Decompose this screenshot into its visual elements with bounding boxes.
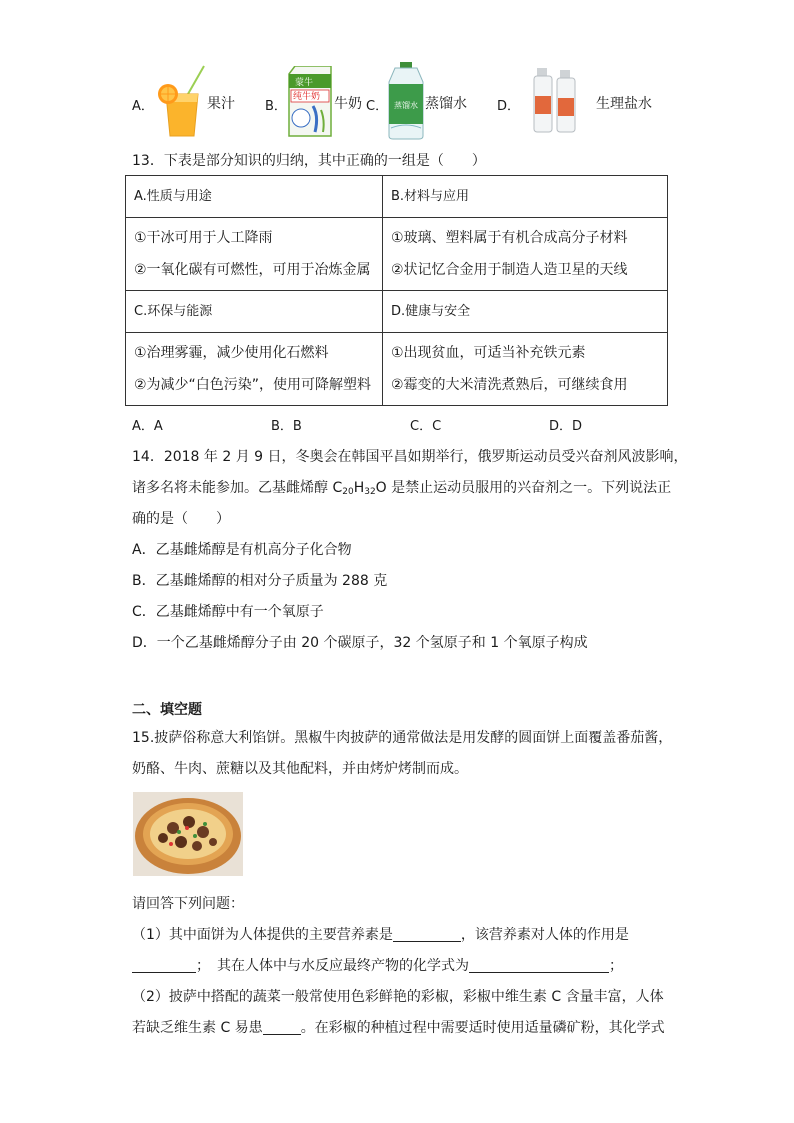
- formula-sub-c: 20: [342, 487, 354, 497]
- blank-formula[interactable]: [469, 958, 609, 973]
- part2-line2: [132, 1017, 665, 1037]
- formula-h: H: [353, 480, 365, 496]
- option-b-letter: B．: [265, 99, 287, 114]
- milk-brand-text: 蒙牛: [295, 78, 314, 88]
- q14-stem-line3: 确的是（ ）: [132, 511, 230, 527]
- option-a-label: 果汁: [207, 96, 235, 112]
- cell-a-line2: ②一氧化碳有可燃性，可用于冶炼金属: [134, 262, 371, 278]
- cell-b-head: B.材料与应用: [383, 176, 668, 218]
- part1-line1: [132, 924, 629, 944]
- option-a-letter: A．: [132, 99, 154, 114]
- q14-option-a: A．乙基雌烯醇是有机高分子化合物: [132, 542, 352, 558]
- option-d-letter: D．: [497, 99, 521, 114]
- q14-option-d: D．一个乙基雌烯醇分子由 20 个碳原子，32 个氢原子和 1 个氧原子构成: [132, 635, 588, 651]
- blank-disease[interactable]: [263, 1020, 301, 1035]
- q13-answer-c: C．C: [410, 419, 442, 434]
- cell-b-line1: ①玻璃、塑料属于有机合成高分子材料: [391, 230, 628, 246]
- cell-b-body: [383, 218, 668, 291]
- cell-c-line1: ①治理雾霾，减少使用化石燃料: [134, 345, 329, 361]
- part1-text-b: ，该营养素对人体的作用是: [460, 927, 629, 943]
- part1-text-c: ； 其在人体中与水反应最终产物的化学式为: [196, 958, 469, 974]
- q14-option-b: B．乙基雌烯醇的相对分子质量为 288 克: [132, 573, 388, 589]
- q14-stem-line2-pre: 诸多名将未能参加。乙基雌烯醇 C: [132, 480, 343, 496]
- pizza-photo-icon: [133, 792, 243, 876]
- cell-d-body: [383, 333, 668, 406]
- option-b-label: 牛奶: [334, 96, 362, 112]
- q14-stem-line2: [132, 477, 671, 497]
- q13-answer-a: A．A: [132, 419, 163, 434]
- cell-a-head: A.性质与用途: [126, 176, 383, 218]
- option-c-label: 蒸馏水: [425, 96, 467, 112]
- cell-d-head: D.健康与安全: [383, 291, 668, 333]
- orange-juice-icon: [158, 64, 208, 140]
- option-d-label: 生理盐水: [596, 96, 652, 112]
- q14-stem-line1: 14．2018 年 2 月 9 日，冬奥会在韩国平昌如期举行，俄罗斯运动员受兴奋剂风波影响，: [132, 449, 688, 465]
- cell-c-line2: ②为减少“白色污染”，使用可降解塑料: [134, 377, 372, 393]
- q13-stem: 13．下表是部分知识的归纳，其中正确的一组是（ ）: [132, 153, 486, 169]
- cell-b-line2: ②状记忆合金用于制造人造卫星的天线: [391, 262, 628, 278]
- blank-nutrient[interactable]: [393, 927, 461, 942]
- part1-text-d: ；: [609, 958, 623, 974]
- part2-line1: （2）披萨中搭配的蔬菜一般常使用色彩鲜艳的彩椒，彩椒中维生素 C 含量丰富，人体: [132, 989, 664, 1005]
- option-c-letter: C．: [366, 99, 389, 114]
- milk-carton-icon: [285, 66, 335, 138]
- cell-d-line1: ①出现贫血，可适当补充铁元素: [391, 345, 586, 361]
- formula-sub-h: 32: [364, 487, 376, 497]
- part1-text-a: （1）其中面饼为人体提供的主要营养素是: [132, 927, 393, 943]
- cell-a-line1: ①干冰可用于人工降雨: [134, 230, 273, 246]
- cell-d-line2: ②霉变的大米清洗煮熟后，可继续食用: [391, 377, 628, 393]
- milk-product-text: 纯牛奶: [293, 92, 321, 102]
- part2-text-b: 若缺乏维生素 C 易患: [132, 1020, 263, 1036]
- part1-line2: [132, 955, 623, 975]
- answer-prompt: 请回答下列问题：: [132, 896, 244, 912]
- q14-option-c: C．乙基雌烯醇中有一个氧原子: [132, 604, 324, 620]
- q13-answer-b: B．B: [271, 419, 302, 434]
- knowledge-table: [125, 175, 668, 406]
- section-title: 二、填空题: [132, 702, 202, 718]
- cell-a-body: [126, 218, 383, 291]
- cell-c-body: [126, 333, 383, 406]
- q15-line2: 奶酪、牛肉、蔗糖以及其他配料，并由烤炉烤制而成。: [132, 761, 468, 777]
- water-bottle-icon: [385, 62, 427, 140]
- part2-text-c: 。在彩椒的种植过程中需要适时使用适量磷矿粉，其化学式: [300, 1020, 665, 1036]
- q14-stem-line2-post: O 是禁止运动员服用的兴奋剂之一。下列说法正: [375, 480, 672, 496]
- q15-line1: 15.披萨俗称意大利馅饼。黑椒牛肉披萨的通常做法是用发酵的圆面饼上面覆盖番茄酱，: [132, 730, 673, 746]
- water-bottle-text: 蒸馏水: [394, 101, 418, 110]
- q13-answer-d: D．D: [549, 419, 583, 434]
- blank-function[interactable]: [132, 958, 196, 973]
- cell-c-head: C.环保与能源: [126, 291, 383, 333]
- saline-bottles-icon: [530, 68, 580, 134]
